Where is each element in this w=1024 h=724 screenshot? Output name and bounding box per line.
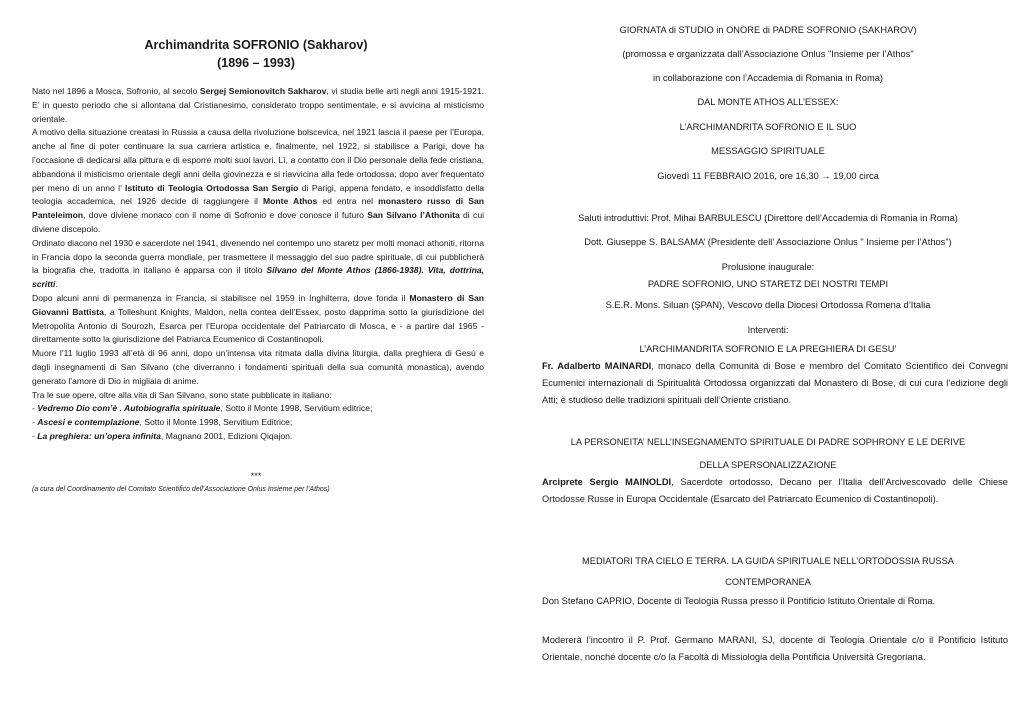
- paragraph-death: Muore l’11 luglio 1993 all’età di 96 anni, dopo un’intensa vita ritmata dalla divina liturgia, dalla preghiera di Gesù e dagli insegnamenti di San Silvano (che diverranno i fondamenti spirituali della sua comunità monastica), avendo generato l’amore di Dio in migliaia di anime.: [32, 348, 484, 386]
- paragraph-england: Dopo alcuni anni di permanenza in Francia, si stabilisce nel 1959 in Inghilterra, dove fonda il Monastero di San Giovanni Battista, a Tolleshunt Knights, Maldon, nella contea dell’Essex, posto dapprima sotto la giurisdizione del Metropolita Antonio di Sourozh, Esarca per l’Europa occidentale del Patriarcato di Mosca, e - a partire dal 1965 - direttamente sotto la giurisdizione del Patriarca Ecumenico di Costantinopoli.: [32, 292, 485, 345]
- collaboration-line: in collaborazione con l’Accademia di Romania in Roma): [653, 73, 883, 83]
- greetings-line2: Dott. Giuseppe S. BALSAMA’ (Presidente dell’ Associazione Onlus " Insieme per l’Athos"): [584, 237, 952, 247]
- event-title-line1: DAL MONTE ATHOS ALL’ESSEX:: [697, 97, 839, 107]
- paragraph-works-intro: Tra le sue opere, oltre alla vita di San Silvano, sono state pubblicate in italiano:: [32, 389, 332, 400]
- event-title-line2: L’ARCHIMANDRITA SOFRONIO E IL SUO: [679, 122, 857, 132]
- section-separator: ***: [250, 471, 262, 481]
- opening-speaker: S.E.R. Mons. Siluan (ŞPAN), Vescovo della Diocesi Ortodossa Romena d’Italia: [605, 300, 931, 310]
- talk1-speaker: Fr. Adalberto MAINARDI, monaco della Comunità di Bose e membro del Comitato Scientifico dei Convegni Ecumenici internazionali di Spiritualità Ortodossa organizzati dal Monastero di Bose, di cui cura l’edizione degli Atti; è studioso delle tradizioni spirituali dell’Oriente cristiano.: [542, 361, 1008, 405]
- talk1-title: L’ARCHIMANDRITA SOFRONIO E LA PREGHIERA DI GESU’: [639, 344, 897, 354]
- paragraph-birth: Nato nel 1896 a Mosca, Sofronio, al secolo Sergej Semionovitch Sakharov, vi studia belle arti negli anni 1915-1921. E’ in questo periodo che si allontana dal Cristianesimo, considerato troppo sentimentale, e si avvicina al misticismo orientale.: [32, 86, 484, 124]
- talks-label: Interventi:: [747, 325, 789, 335]
- promoter-line: (promossa e organizzata dall’Associazione Onlus "Insieme per l’Athos": [622, 49, 914, 59]
- list-item: - La preghiera: un’opera infinita, Magnano 2001, Edizioni Qiqajon.: [32, 430, 293, 441]
- opening-label: Prolusione inaugurale:: [721, 262, 815, 272]
- event-heading: GIORNATA di STUDIO in ONORE di PADRE SOFRONIO (SAKHAROV): [619, 25, 917, 35]
- paragraph-ordination: Ordinato diacono nel 1930 e sacerdote nel 1941, divenendo nel contempo uno staretz per molti monaci athoniti, ritorna in Francia dopo la seconda guerra mondiale, per trasmettere il messaggio del suo padre spirituale, di cui pubblicherà la biografia che, tradotta in italiano è apparsa con il titolo Silvano del Monte Athos (1866-1938). Vita, dottrina, scritti.: [32, 237, 484, 290]
- works-list: [32, 402, 484, 443]
- opening-title: PADRE SOFRONIO, UNO STARETZ DEI NOSTRI TEMPI: [647, 279, 889, 289]
- right-page: [512, 0, 1024, 724]
- talk3-title-line1: MEDIATORI TRA CIELO E TERRA. LA GUIDA SPIRITUALE NELL’ORTODOSSIA RUSSA: [582, 556, 954, 566]
- page-subtitle-dates: (1896 – 1993): [217, 56, 295, 70]
- credit-note: (a cura del Coordinamento del Comitato Scientifico dell’Associazione Onlus Insieme per l’Athos): [32, 486, 330, 493]
- talk2-title-line1: LA PERSONEITA’ NELL’INSEGNAMENTO SPIRITUALE DI PADRE SOPHRONY E LE DERIVE: [570, 437, 966, 447]
- greetings-line1: Saluti introduttivi: Prof. Mihai BARBULESCU (Direttore dell’Accademia di Romania in Roma): [578, 213, 958, 223]
- moderator-note: Modererà l’incontro il P. Prof. Germano MARANI, SJ, docente di Teologia Orientale c/o il Pontificio Istituto Orientale, nonché docente c/o la Facoltà di Missiologia della Pontificia Università Gregoriana.: [542, 635, 1008, 662]
- talk2-speaker: Arciprete Sergio MAINOLDI, Sacerdote ortodosso, Decano per l’Italia dell’Arcivescovado delle Chiese Ortodosse Russe in Europa Occidentale (Esarcato del Patriarcato Ecumenico di Costantinopoli).: [542, 477, 1008, 504]
- talk3-speaker: Don Stefano CAPRIO, Docente di Teologia Russa presso il Pontificio Istituto Orientale di Roma.: [542, 596, 936, 606]
- biography-text: [32, 85, 484, 444]
- paragraph-europe-athos: A motivo della situazione creatasi in Russia a causa della rivoluzione bolscevica, nel 1921 lascia il paese per l’Europa, anche al fine di poter continuare la sua carriera artistica e, finalmente, nel 1922, si stabilisce a Parigi, dove ha l’occasione di dedicarsi alla pittura e di esporre molti suoi lavori. Lì, a contatto con il Dio personale della fede cristiana, abbandona il misticismo orientale degli anni della giovinezza e si riavvicina alla fede ortodossa; dopo aver frequentato per meno di un anno l’ Istituto di Teologia Ortodossa San Sergio di Parigi, appena fondato, e insoddisfatto della teologia accademica, nel 1926 decide di raggiungere il Monte Athos ed entra nel monastero russo di San Panteleimon, dove diviene monaco con il nome di Sofronio e dove conosce il futuro San Silvano l’Athonita di cui diviene discepolo.: [32, 127, 485, 234]
- list-item: - Vedremo Dio com’è . Autobiografia spirituale, Sotto il Monte 1998, Servitium editrice;: [32, 403, 373, 414]
- talk3-title-line2: CONTEMPORANEA: [725, 577, 811, 587]
- event-title-line3: MESSAGGIO SPIRITUALE: [711, 146, 825, 156]
- talk2-title-line2: DELLA SPERSONALIZZAZIONE: [699, 460, 837, 470]
- list-item: - Ascesi e contemplazione, Sotto il Monte 1998, Servitium Editrice;: [32, 417, 293, 428]
- event-date: Giovedì 11 FEBBRAIO 2016, ore 16,30 → 19,00 circa: [657, 171, 879, 181]
- page-title: Archimandrita SOFRONIO (Sakharov): [144, 38, 368, 52]
